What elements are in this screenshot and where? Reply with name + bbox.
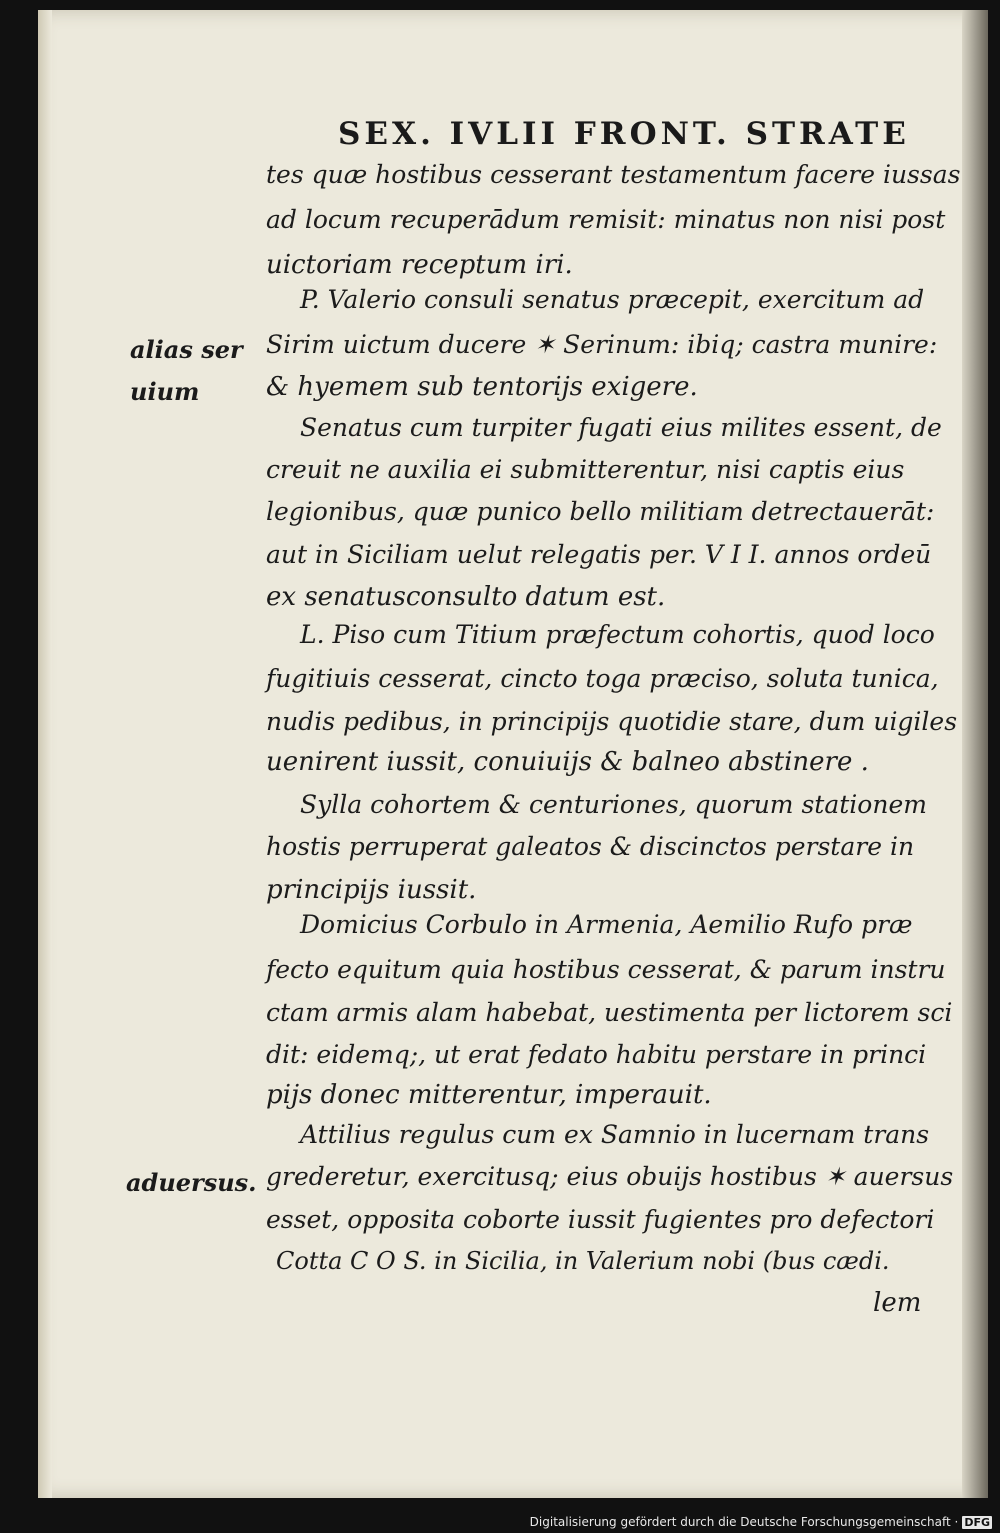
text-line: ctam armis alam habebat, uestimenta per lictorem sci bbox=[266, 998, 953, 1027]
text-line: uenirent iussit, conuiuijs & balneo abstinere . bbox=[266, 747, 869, 777]
text-line: nudis pedibus, in principijs quotidie stare, dum uigiles bbox=[266, 707, 958, 736]
margin-note: alias ser bbox=[130, 335, 243, 364]
text-line: tes quæ hostibus cesserant testamentum facere iussas bbox=[266, 160, 961, 189]
margin-note: aduersus. bbox=[126, 1168, 257, 1197]
margin-note: uium bbox=[130, 377, 200, 406]
text-line: dit: eidemq;, ut erat fedato habitu perstare in princi bbox=[266, 1040, 927, 1069]
dfg-logo: DFG bbox=[964, 1516, 990, 1529]
running-head: SEX. IVLII FRONT. STRATE bbox=[338, 116, 910, 152]
text-line: ad locum recuperādum remisit: minatus non nisi post bbox=[266, 205, 946, 234]
credit-text: Digitalisierung gefördert durch die Deutsche Forschungsgemeinschaft · bbox=[529, 1515, 959, 1529]
text-line: Sirim uictum ducere ✶ Serinum: ibiq; castra munire: bbox=[266, 330, 938, 359]
text-line: aut in Siciliam uelut relegatis per. V I I. annos ordeū bbox=[266, 540, 932, 569]
text-line: grederetur, exercitusq; eius obuijs hostibus ✶ auersus bbox=[266, 1162, 954, 1191]
text-line: Senatus cum turpiter fugati eius milites essent, de bbox=[300, 413, 942, 442]
text-line: pijs donec mitterentur, imperauit. bbox=[266, 1080, 712, 1110]
text-line: & hyemem sub tentorijs exigere. bbox=[266, 372, 698, 402]
text-line: fecto equitum quia hostibus cesserat, & parum instru bbox=[266, 955, 946, 984]
text-line: P. Valerio consuli senatus præcepit, exercitum ad bbox=[300, 285, 925, 314]
text-line: creuit ne auxilia ei submitterentur, nisi captis eius bbox=[266, 455, 905, 484]
text-line: L. Piso cum Titium præfectum cohortis, quod loco bbox=[300, 620, 935, 649]
text-line: esset, opposita coborte iussit fugientes pro defectori bbox=[266, 1205, 935, 1234]
text-line: Attilius regulus cum ex Samnio in lucernam trans bbox=[300, 1120, 930, 1149]
text-line: Domicius Corbulo in Armenia, Aemilio Rufo præ bbox=[300, 910, 913, 939]
text-line: principijs iussit. bbox=[266, 875, 477, 905]
text-line: lem bbox=[873, 1288, 922, 1318]
text-line: uictoriam receptum iri. bbox=[266, 250, 573, 280]
text-line: Sylla cohortem & centuriones, quorum stationem bbox=[300, 790, 927, 819]
text-line: fugitiuis cesserat, cincto toga præciso, soluta tunica, bbox=[266, 664, 939, 693]
text-line: hostis perruperat galeatos & discinctos perstare in bbox=[266, 832, 915, 861]
digitization-credit bbox=[530, 1515, 992, 1529]
text-line: ex senatusconsulto datum est. bbox=[266, 582, 666, 612]
book-page bbox=[38, 10, 988, 1498]
text-line: Cotta C O S. in Sicilia, in Valerium nobi (bus cædi. bbox=[276, 1247, 890, 1275]
text-line: legionibus, quæ punico bello militiam detrectauerāt: bbox=[266, 497, 935, 526]
